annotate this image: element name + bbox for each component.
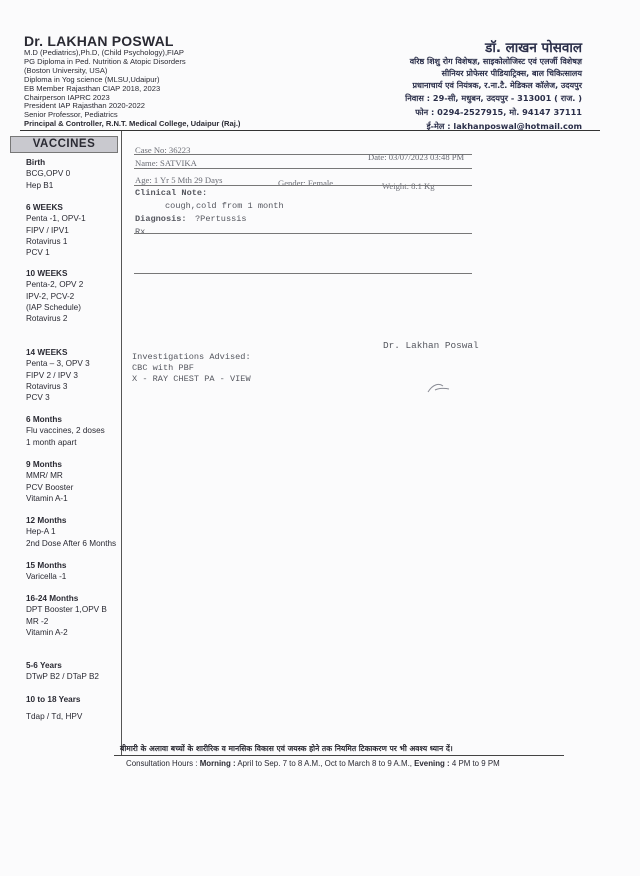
vaccine-item: Vitamin A-2: [26, 627, 68, 637]
hindi-address: निवास : 29-सी, मधुबन, उदयपुर - 313001 ( राज. ): [405, 93, 582, 103]
qualification-line: Chairperson IAPRC 2023: [24, 92, 110, 102]
vaccine-item: PCV 3: [26, 393, 50, 403]
vaccine-item: IPV-2, PCV-2: [26, 291, 75, 301]
vaccine-item: MR -2: [26, 616, 49, 626]
header-divider: [20, 130, 600, 131]
patient-name: Name: SATVIKA: [135, 158, 197, 168]
vaccine-item: DPT Booster 1,OPV B: [26, 605, 107, 615]
qualification-line: President IAP Rajasthan 2020-2022: [24, 101, 146, 111]
vaccine-item: Rotavirus 1: [26, 236, 68, 246]
vaccine-item: PCV Booster: [26, 482, 74, 492]
patient-gender: Gender: Female: [278, 178, 334, 188]
vaccine-group-heading: Birth: [26, 158, 46, 167]
vaccine-group: [26, 157, 70, 191]
rx-lower-rule: [134, 273, 472, 274]
age-underline: [134, 185, 472, 186]
patient-age: Age: 1 Yr 5 Mth 29 Days: [135, 175, 223, 185]
vaccine-item: MMR/ MR: [26, 471, 63, 481]
morning-hours: April to Sep. 7 to 8 A.M., Oct to March 8 to 9 A.M.,: [237, 759, 412, 768]
vaccine-item: DTwP B2 / DTaP B2: [26, 672, 99, 682]
vaccine-group: [26, 593, 107, 638]
signature-mark-icon: [425, 380, 455, 396]
vaccine-group-heading: 15 Months: [26, 561, 67, 570]
qualification-line: M.D (Pediatrics),Ph.D, (Child Psychology),FIAP: [24, 48, 184, 57]
hindi-title-line: वरिष्ठ शिशु रोग विशेषज्ञ, साइकोलोजिस्ट एवं एलर्जी विशेषज्ञ: [409, 57, 582, 66]
vaccine-group: [26, 660, 99, 683]
footer-divider: [114, 755, 564, 756]
vaccine-item: Vitamin A-1: [26, 493, 68, 503]
hindi-contact: [405, 91, 582, 133]
vaccine-item: Penta – 3, OPV 3: [26, 359, 90, 369]
vaccine-item: Penta-2, OPV 2: [26, 280, 84, 290]
evening-hours: 4 PM to 9 PM: [451, 759, 500, 768]
diagnosis-value: ?Pertussis: [195, 214, 247, 224]
morning-label: Morning :: [199, 759, 236, 768]
vaccine-item: FIPV / IPV1: [26, 225, 69, 235]
vaccine-item: (IAP Schedule): [26, 302, 81, 312]
hindi-header: [410, 38, 582, 92]
vaccine-group-heading: 14 WEEKS: [26, 348, 68, 357]
doctor-position: Principal & Controller, R.N.T. Medical College, Udaipur (Raj.): [24, 119, 241, 129]
vaccine-item: Varicella -1: [26, 572, 67, 582]
vaccine-group: [26, 694, 82, 723]
hindi-title-line: सीनियर प्रोफेसर पीडियाट्रिक्स, बाल चिकित्सालय: [441, 69, 582, 78]
hindi-title-line: प्रधानाचार्य एवं नियंत्रक, र.ना.टै. मेडिकल कॉलेज, उदयपुर: [412, 81, 582, 90]
hours-label: Consultation Hours :: [126, 759, 198, 768]
vaccines-title: VACCINES: [10, 136, 118, 153]
name-underline: [134, 168, 472, 169]
vaccine-group-heading: 6 Months: [26, 415, 62, 424]
vaccine-group: [26, 515, 116, 549]
vaccine-group: [26, 202, 86, 258]
qualification-line: (Boston University, USA): [24, 65, 108, 75]
vaccine-item: Tdap / Td, HPV: [26, 712, 83, 722]
diagnosis-label: Diagnosis:: [135, 214, 187, 224]
qualification-line: EB Member Rajasthan CIAP 2018, 2023: [24, 83, 161, 93]
vaccine-item: Flu vaccines, 2 doses: [26, 426, 105, 436]
visit-date: Date: 03/07/2023 03:48 PM: [368, 152, 465, 162]
clinical-note: cough,cold from 1 month: [165, 201, 284, 211]
investigations-label: Investigations Advised:: [132, 352, 251, 362]
patient-weight: Weight: 8.1 Kg: [382, 181, 435, 191]
vaccine-group: [26, 459, 73, 504]
vaccine-item: Hep B1: [26, 180, 54, 190]
investigation-item: X - RAY CHEST PA - VIEW: [132, 374, 251, 384]
vaccine-item: 1 month apart: [26, 437, 77, 447]
evening-label: Evening :: [414, 759, 450, 768]
doctor-qualifications: [24, 49, 294, 129]
rx-label: Rx: [135, 227, 146, 237]
qualification-line: PG Diploma in Ped. Nutrition & Atopic Disorders: [24, 56, 186, 66]
clinical-note-label: Clinical Note:: [135, 188, 208, 198]
hindi-phone: फोन : 0294-2527915, मो. 94147 37111: [415, 107, 582, 117]
vaccine-item: Rotavirus 2: [26, 314, 68, 324]
vaccine-group-heading: 10 WEEKS: [26, 269, 68, 278]
vaccine-group: [26, 414, 105, 448]
doctor-name: Dr. LAKHAN POSWAL: [24, 33, 174, 49]
vaccine-item: BCG,OPV 0: [26, 169, 71, 179]
hindi-doctor-name: डॉ. लाखन पोसवाल: [485, 40, 582, 56]
sidebar-divider: [121, 131, 122, 755]
vaccine-group: [26, 560, 67, 583]
vaccine-item: Penta -1, OPV-1: [26, 214, 86, 224]
vaccine-group: [26, 347, 90, 403]
rx-underline: [134, 233, 472, 234]
vaccine-group-heading: 12 Months: [26, 516, 67, 525]
qualification-line: Senior Professor, Pediatrics: [24, 110, 118, 120]
vaccine-group-heading: 6 WEEKS: [26, 203, 63, 212]
footer-note: बीमारी के अलावा बच्चों के शारीरिक व मानसिक विकास एवं जयस्क होने तक नियमित टिकाकरण पर भी अवश्य ध्यान दें।: [120, 744, 453, 753]
hindi-email: ई-मेल : lakhanposwal@hotmail.com: [426, 121, 582, 131]
doctor-signature-name: Dr. Lakhan Poswal: [383, 340, 479, 351]
case-number: Case No: 36223: [135, 145, 191, 155]
vaccine-group-heading: 5-6 Years: [26, 661, 62, 670]
vaccine-group-heading: 10 to 18 Years: [26, 695, 81, 704]
vaccine-item: Rotavirus 3: [26, 381, 68, 391]
vaccine-group-heading: 16-24 Months: [26, 594, 79, 603]
vaccine-item: Hep-A 1: [26, 527, 56, 537]
vaccine-group: [26, 268, 83, 324]
vaccine-item: 2nd Dose After 6 Months: [26, 538, 117, 548]
qualification-line: Diploma in Yog science (MLSU,Udaipur): [24, 74, 160, 84]
vaccine-item: FIPV 2 / IPV 3: [26, 370, 78, 380]
consultation-hours: [126, 759, 500, 768]
investigation-item: CBC with PBF: [132, 363, 194, 373]
vaccine-item: PCV 1: [26, 248, 50, 258]
vaccine-group-heading: 9 Months: [26, 460, 62, 469]
